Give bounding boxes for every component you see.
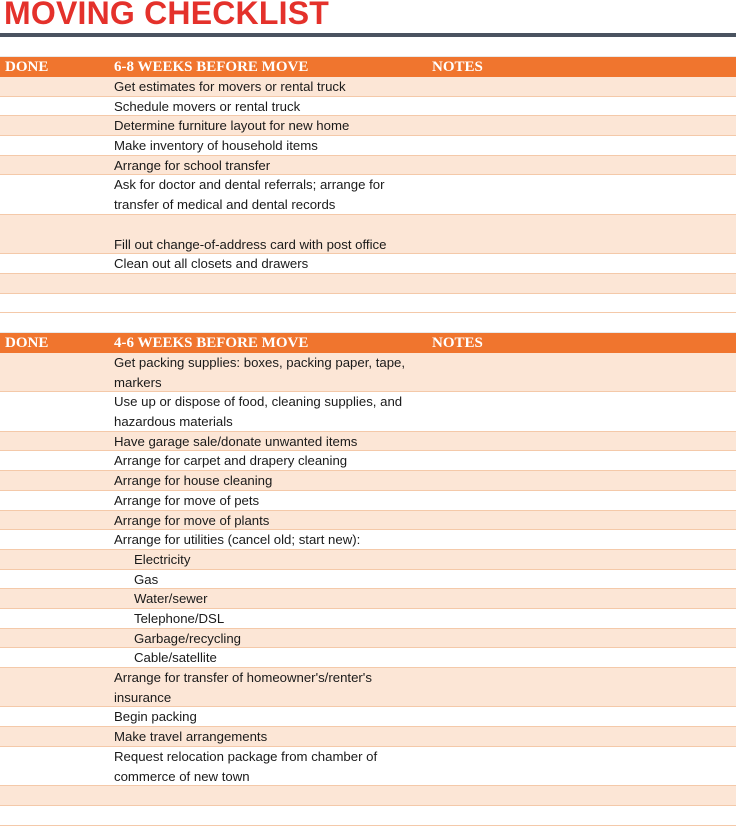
checklist-row [0, 471, 736, 491]
checklist-row-empty [0, 274, 736, 294]
task-text: Schedule movers or rental truck [114, 98, 301, 114]
page-title: MOVING CHECKLIST [4, 0, 329, 31]
checklist-row [0, 392, 736, 431]
checklist-subrow [0, 648, 736, 668]
notes-column-header: NOTES [432, 335, 483, 351]
checklist-row [0, 432, 736, 452]
task-text: Water/sewer [134, 591, 208, 607]
checklist-row [0, 491, 736, 511]
task-text: Arrange for house cleaning [114, 473, 273, 489]
task-line: insurance [114, 689, 172, 705]
checklist-row [0, 353, 736, 392]
checklist-row-empty [0, 294, 736, 314]
done-column-header: DONE [5, 59, 49, 75]
checklist-row [0, 668, 736, 707]
checklist-subrow [0, 609, 736, 629]
section-header [0, 332, 736, 353]
checklist-subrow [0, 550, 736, 570]
done-column-header: DONE [5, 335, 49, 351]
task-line: Ask for doctor and dental referrals; arrange for [114, 177, 385, 193]
task-text: Make inventory of household items [114, 138, 318, 154]
task-line: Arrange for transfer of homeowner's/renter's [114, 670, 372, 686]
task-text [114, 747, 434, 786]
checklist-row [0, 707, 736, 727]
checklist-row-empty [0, 786, 736, 806]
section-heading: 4-6 WEEKS BEFORE MOVE [114, 335, 309, 351]
checklist-row [0, 136, 736, 156]
task-text: Cable/satellite [134, 650, 217, 666]
task-text: Electricity [134, 551, 191, 567]
task-line: Request relocation package from chamber of [114, 748, 378, 764]
task-text: Gas [134, 571, 159, 587]
task-text: Telephone/DSL [134, 610, 225, 626]
task-text: Fill out change-of-address card with post office [114, 236, 387, 252]
task-text: Get estimates for movers or rental truck [114, 79, 346, 94]
checklist-subrow [0, 589, 736, 609]
task-text: Arrange for school transfer [114, 157, 271, 173]
task-text: Garbage/recycling [134, 630, 242, 646]
checklist-row [0, 727, 736, 747]
task-text [114, 353, 434, 392]
task-line: markers [114, 374, 162, 390]
checklist-row-empty [0, 806, 736, 826]
task-line: commerce of new town [114, 768, 250, 784]
checklist-row [0, 530, 736, 550]
checklist-row [0, 97, 736, 117]
task-text [114, 668, 434, 707]
checklist-subrow [0, 570, 736, 590]
checklist-row [0, 116, 736, 136]
task-line: Get packing supplies: boxes, packing paper, tape, [114, 355, 406, 370]
task-line: hazardous materials [114, 414, 233, 430]
checklist-subrow [0, 629, 736, 649]
task-text: Determine furniture layout for new home [114, 118, 350, 134]
task-text: Arrange for move of pets [114, 492, 260, 508]
section-heading: 6-8 WEEKS BEFORE MOVE [114, 59, 309, 75]
task-text [114, 175, 434, 214]
checklist-row [0, 175, 736, 214]
task-text: Make travel arrangements [114, 729, 268, 745]
section-4-6-weeks [0, 332, 736, 826]
task-text: Have garage sale/donate unwanted items [114, 433, 358, 449]
notes-column-header: NOTES [432, 59, 483, 75]
task-line: transfer of medical and dental records [114, 197, 336, 213]
checklist-row [0, 156, 736, 176]
checklist-row [0, 215, 736, 254]
checklist-row [0, 254, 736, 274]
checklist-row [0, 747, 736, 786]
task-text: Begin packing [114, 709, 197, 725]
checklist-row [0, 451, 736, 471]
checklist-row [0, 511, 736, 531]
checklist-row [0, 77, 736, 97]
title-divider [0, 33, 736, 37]
task-text: Arrange for carpet and drapery cleaning [114, 453, 348, 469]
task-line: Use up or dispose of food, cleaning supplies, and [114, 394, 403, 410]
task-text: Arrange for utilities (cancel old; start new): [114, 532, 361, 548]
task-text: Clean out all closets and drawers [114, 256, 309, 272]
task-text: Arrange for move of plants [114, 512, 270, 528]
section-header [0, 56, 736, 77]
section-6-8-weeks [0, 56, 736, 313]
task-text [114, 392, 434, 431]
